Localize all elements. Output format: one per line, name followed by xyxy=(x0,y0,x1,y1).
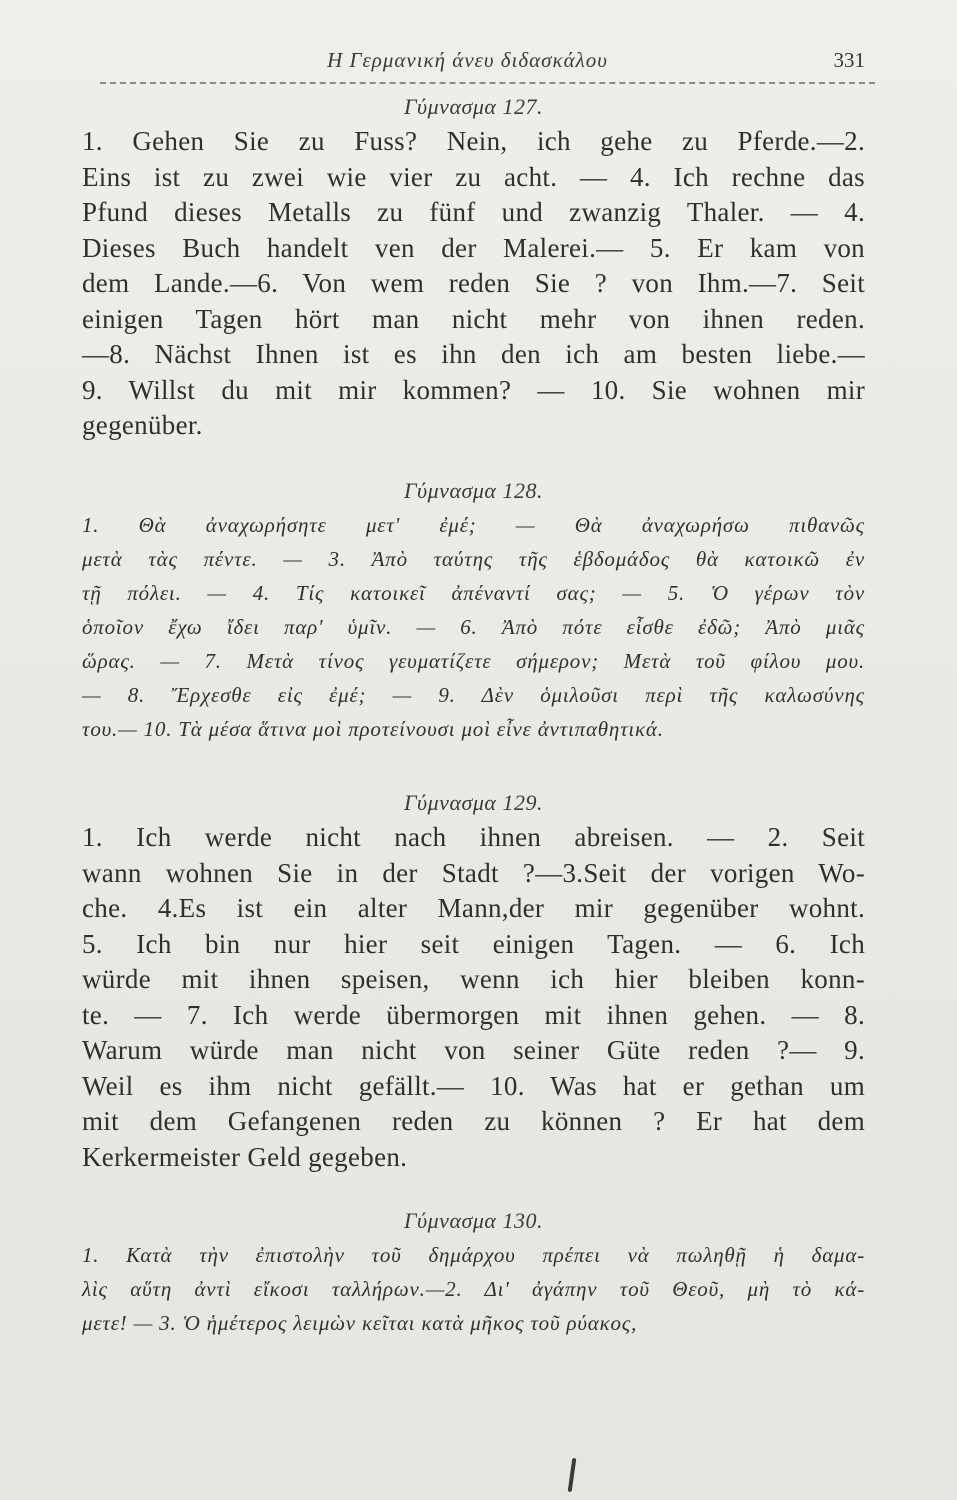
text-line: Pfund dieses Metalls zu fünf und zwanzig Thaler. — 4. xyxy=(82,197,865,227)
exercise-heading: Γύμνασμα 127. xyxy=(404,94,543,119)
text-line: 1. Ich werde nicht nach ihnen abreisen. — 2. Seit xyxy=(82,822,865,852)
text-line: 1. Gehen Sie zu Fuss? Nein, ich gehe zu Pferde.—2. xyxy=(82,126,865,156)
text-line: würde mit ihnen speisen, wenn ich hier bleiben konn- xyxy=(82,964,865,994)
text-line: ὥρας. — 7. Μετὰ τίνος γευματίζετε σήμερον; Μετὰ τοῦ φίλου μου. xyxy=(82,649,865,673)
text-line: einigen Tagen hört man nicht mehr von ihnen reden. xyxy=(82,303,865,334)
exercise-127 xyxy=(82,94,865,444)
text-line: Dieses Buch handelt ven der Malerei.— 5. Er kam von xyxy=(82,232,865,263)
exercise-heading: Γύμνασμα 129. xyxy=(404,790,543,815)
text-line: Warum würde man nicht von seiner Güte reden ?— 9. xyxy=(82,1035,865,1065)
text-line: Kerkermeister Geld gegeben. xyxy=(82,1141,408,1172)
running-head xyxy=(60,48,875,88)
text-line: — 8. Ἔρχεσθε εἰς ἐμέ; — 9. Δὲν ὁμιλοῦσι περὶ τῆς καλωσύνης xyxy=(82,683,865,707)
running-title: Η Γερμανική άνευ διδασκάλου xyxy=(327,48,608,72)
exercise-130 xyxy=(82,1208,865,1340)
text-line: te. — 7. Ich werde übermorgen mit ihnen gehen. — 8. xyxy=(82,999,865,1030)
text-line: 9. Willst du mit mir kommen? — 10. Sie wohnen mir xyxy=(82,374,865,405)
text-line: mit dem Gefangenen reden zu können ? Er hat dem xyxy=(82,1106,865,1136)
text-line: che. 4.Es ist ein alter Mann,der mir gegenüber wohnt. xyxy=(82,893,865,923)
text-line: ὁποῖον ἔχω ἴδει παρ' ὑμῖν. — 6. Ἀπὸ πότε εἶσθε ἐδῶ; Ἀπὸ μιᾶς xyxy=(82,615,865,639)
text-line: 5. Ich bin nur hier seit einigen Tagen. — 6. Ich xyxy=(82,928,865,959)
exercise-129 xyxy=(82,790,865,1175)
text-line: μετὰ τὰς πέντε. — 3. Ἀπὸ ταύτης τῆς ἑβδομάδος θὰ κατοικῶ ἐν xyxy=(82,547,865,571)
text-line: gegenüber. xyxy=(82,410,203,440)
exercise-128 xyxy=(82,478,865,746)
header-rule xyxy=(100,82,875,84)
text-line: λὶς αὕτη ἀντὶ εἴκοσι ταλλήρων.—2. Δι' ἀγάπην τοῦ Θεοῦ, μὴ τὸ κά- xyxy=(82,1277,865,1301)
text-line: 1. Κατὰ τὴν ἐπιστολὴν τοῦ δημάρχου πρέπει νὰ πωληθῇ ἡ δαμα- xyxy=(82,1243,865,1267)
page-number: 331 xyxy=(833,48,865,72)
text-line: dem Lande.—6. Von wem reden Sie ? von Ihm.—7. Seit xyxy=(82,268,865,298)
ink-mark xyxy=(568,1458,577,1492)
text-line: wann wohnen Sie in der Stadt ?—3.Seit der vorigen Wo- xyxy=(82,857,865,888)
text-line: Weil es ihm nicht gefällt.— 10. Was hat er gethan um xyxy=(82,1070,865,1101)
text-line: —8. Nächst Ihnen ist es ihn den ich am besten liebe.— xyxy=(82,339,865,369)
exercise-heading: Γύμνασμα 130. xyxy=(404,1208,543,1233)
text-line: 1. Θὰ ἀναχωρήσητε μετ' ἐμέ; — Θὰ ἀναχωρήσω πιθανῶς xyxy=(82,513,865,537)
text-line: τῇ πόλει. — 4. Τίς κατοικεῖ ἀπέναντί σας; — 5. Ὁ γέρων τὸν xyxy=(82,581,865,605)
text-line: μετε! — 3. Ὁ ἡμέτερος λειμὼν κεῖται κατὰ μῆκος τοῦ ρύακος, xyxy=(82,1311,638,1335)
exercise-heading: Γύμνασμα 128. xyxy=(404,478,543,503)
text-line: Eins ist zu zwei wie vier zu acht. — 4. Ich rechne das xyxy=(82,161,865,192)
text-line: του.— 10. Τὰ μέσα ἅτινα μοὶ προτείνουσι μοὶ εἶνε ἀντιπαθητικά. xyxy=(82,717,664,741)
